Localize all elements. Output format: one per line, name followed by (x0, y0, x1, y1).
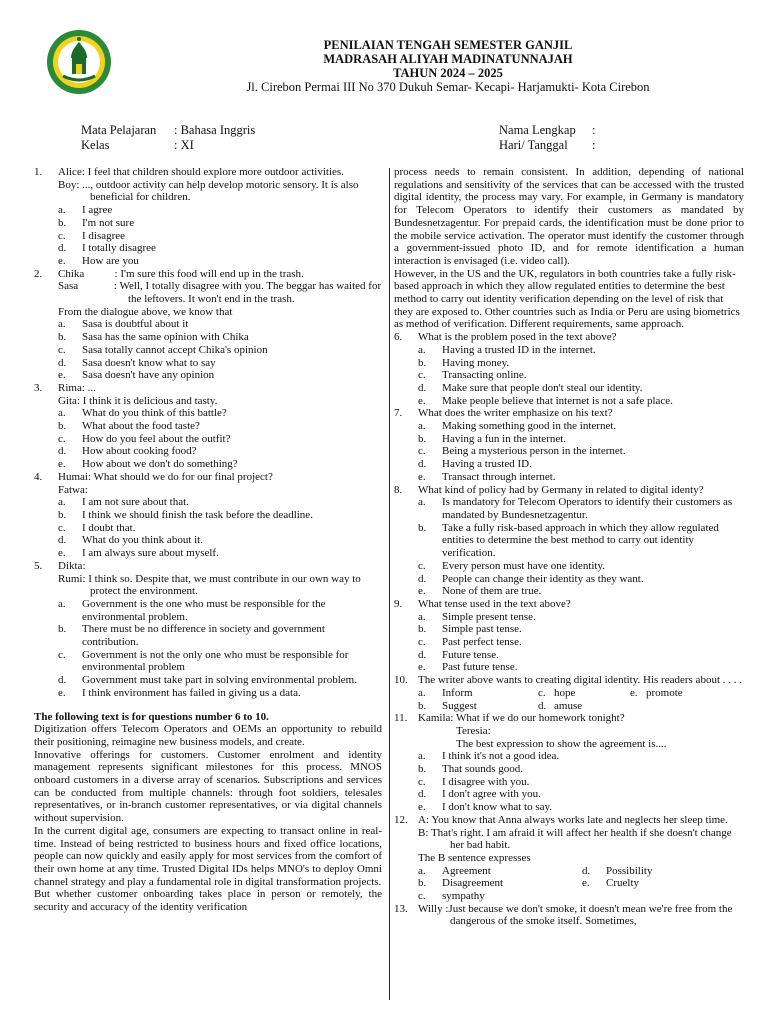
option-text: I disagree (82, 229, 126, 242)
option-text: How about cooking food? (82, 445, 197, 458)
option-letter: d. (58, 445, 67, 458)
option-letter: a. (418, 864, 426, 877)
option-text: Having a fun in the internet. (442, 432, 567, 445)
question-number: 10. (394, 674, 408, 687)
option-text: How are you (82, 254, 139, 267)
option-b[interactable] (58, 509, 382, 522)
option-text: I am not sure about that. (82, 496, 189, 509)
option-text: Simple past tense. (442, 623, 522, 636)
dialogue-line: Dikta: (58, 559, 86, 572)
option-text: Disagreement (442, 877, 504, 890)
option-text: How do you feel about the outfit? (82, 432, 231, 445)
student-meta (499, 123, 739, 153)
header-line-3: TAHUN 2024 – 2025 (393, 66, 503, 80)
option-b[interactable] (418, 357, 744, 370)
option-text: Sasa is doubtful about it (82, 318, 189, 331)
option-text: Future tense. (442, 648, 499, 661)
option-text: Make people believe that internet is not a safe place. (442, 394, 673, 407)
option-text: I agree (82, 204, 113, 217)
option-text: Sasa totally cannot accept Chika's opinion (82, 343, 268, 356)
option-text: Sasa has the same opinion with Chika (82, 331, 249, 344)
option-letter: d. (418, 572, 427, 585)
option-d[interactable] (418, 649, 744, 662)
option-text: I think it's not a good idea. (442, 750, 560, 763)
question-number: 11. (394, 712, 408, 725)
option-e[interactable] (418, 395, 744, 408)
option-c[interactable] (418, 776, 744, 789)
dialogue-line: Fatwa: (58, 483, 88, 496)
option-e[interactable] (58, 369, 382, 382)
option-letter: b. (58, 508, 67, 521)
option-letter: d. (58, 242, 67, 255)
option-c[interactable] (418, 445, 744, 458)
option-text: What do you think about it. (82, 534, 203, 547)
option-text: Government is the one who must be responsible for the environmental problem. (82, 597, 326, 623)
option-letter: a. (418, 496, 426, 509)
school-logo-icon (45, 28, 113, 96)
option-text: sympathy (442, 890, 485, 903)
option-letter: a. (418, 750, 426, 763)
question-9 (394, 598, 744, 674)
option-text: People can change their identity as they want. (442, 572, 644, 585)
header-line-2: MADRASAH ALIYAH MADINATUNNAJAH (323, 52, 573, 66)
option-a[interactable] (418, 420, 744, 433)
option-b[interactable] (418, 877, 582, 890)
option-text: I am always sure about myself. (82, 547, 219, 560)
option-a[interactable] (58, 496, 382, 509)
option-text: None of them are true. (442, 585, 542, 598)
option-b[interactable] (58, 217, 382, 230)
option-a[interactable] (58, 407, 382, 420)
dialogue-line: A: You know that Anna always works late and neglects her sleep time. (418, 813, 728, 826)
name-value[interactable]: : (592, 123, 596, 137)
option-letter: c. (418, 369, 426, 382)
option-c[interactable] (418, 636, 744, 649)
reading-text-heading: The following text is for questions number 6 to 10. (34, 710, 269, 723)
question-stem: The writer above wants to creating digital identity. His readers about . . . . (418, 674, 742, 687)
header-line-1: PENILAIAN TENGAH SEMESTER GANJIL (323, 38, 573, 52)
question-10 (394, 674, 744, 712)
option-d[interactable] (58, 674, 382, 687)
question-7 (394, 407, 744, 483)
dialogue-line: Sasa : Well, I totally disagree with you. The beggar has waited for the leftovers. It won't end in the trash. (58, 280, 384, 306)
dialogue-line: Rumi: I think so. Despite that, we must contribute in our own way to protect the environment. (58, 572, 361, 598)
question-2 (34, 268, 382, 382)
option-b[interactable] (418, 433, 744, 446)
option-letter: b. (58, 623, 67, 636)
dialogue-line: Boy: ..., outdoor activity can help develop motoric sensory. It is also beneficial for children. (58, 178, 359, 204)
option-a[interactable] (58, 598, 382, 623)
option-text: promote (646, 686, 683, 699)
option-b[interactable] (418, 623, 744, 636)
option-b[interactable] (58, 331, 382, 344)
option-d[interactable] (418, 573, 744, 586)
option-b[interactable] (418, 763, 744, 776)
option-letter: e. (418, 394, 426, 407)
option-text: Government must take part in solving environmental problem. (82, 674, 357, 687)
option-letter: e. (582, 877, 590, 890)
option-text: Being a mysterious person in the internet. (442, 445, 626, 458)
option-letter: e. (58, 458, 66, 471)
right-column (394, 166, 744, 928)
option-text: hope (554, 686, 576, 699)
option-letter: b. (418, 432, 427, 445)
option-letter: d. (418, 648, 427, 661)
question-stem: What does the writer emphasize on his text? (418, 407, 613, 420)
option-letter: e. (418, 470, 426, 483)
option-e[interactable] (418, 585, 744, 598)
left-column (34, 166, 382, 914)
option-text: Cruelty (606, 877, 639, 890)
option-letter: c. (418, 890, 426, 903)
question-13 (394, 903, 744, 928)
option-c[interactable] (418, 890, 582, 903)
question-5 (34, 560, 382, 700)
option-letter: c. (418, 445, 426, 458)
option-c[interactable] (418, 369, 744, 382)
dialogue-line: Willy :Just because we don't smoke, it doesn't mean we're free from the dangerous of the smoke itself. Sometimes, (418, 902, 733, 928)
question-12 (394, 814, 744, 903)
option-c[interactable] (538, 687, 630, 700)
option-text: I doubt that. (82, 521, 136, 534)
option-letter: c. (58, 432, 66, 445)
option-letter: d. (538, 699, 547, 712)
dialogue-line: Chika : I'm sure this food will end up in the trash. (58, 267, 304, 280)
option-text: Take a fully risk-based approach in which they allow regulated entities to determine the best method to carry out identity verification. (442, 521, 719, 560)
option-text: I don't agree with you. (442, 788, 541, 801)
option-text: Past perfect tense. (442, 636, 522, 649)
option-text: Past future tense. (442, 661, 518, 674)
subject-meta (81, 123, 381, 153)
option-d[interactable] (58, 242, 382, 255)
option-e[interactable] (58, 547, 382, 560)
option-c[interactable] (58, 344, 382, 357)
dialogue-line: B: That's right. I am afraid it will affect her health if she doesn't change her bad habit. (418, 826, 732, 852)
option-text: amuse (554, 699, 583, 712)
header-address: Jl. Cirebon Permai III No 370 Dukuh Semar- Kecapi- Harjamukti- Kota Cirebon (246, 80, 650, 94)
dialogue-line: Teresia: (456, 724, 491, 737)
option-a[interactable] (58, 204, 382, 217)
class-label: Kelas (81, 138, 110, 152)
option-letter: a. (58, 496, 66, 509)
option-text: That sounds good. (442, 763, 523, 776)
option-a[interactable] (418, 687, 538, 700)
date-label: Hari/ Tanggal (499, 138, 568, 152)
option-b[interactable] (58, 420, 382, 433)
option-letter: e. (418, 801, 426, 814)
option-b[interactable] (418, 522, 744, 560)
option-letter: c. (58, 229, 66, 242)
option-text: Government is not the only one who must be responsible for environmental problem (82, 648, 349, 674)
option-letter: c. (418, 636, 426, 649)
option-text: Make sure that people don't steal our identity. (442, 381, 643, 394)
option-letter: c. (58, 648, 66, 661)
option-a[interactable] (58, 318, 382, 331)
option-letter: b. (418, 763, 427, 776)
option-text: Having money. (442, 356, 510, 369)
option-letter: a. (58, 597, 66, 610)
option-text: Sasa doesn't know what to say (82, 356, 216, 369)
option-text: How about we don't do something? (82, 458, 238, 471)
option-letter: b. (418, 699, 427, 712)
option-letter: e. (418, 661, 426, 674)
option-e[interactable] (58, 255, 382, 268)
dialogue-line: Gita: I think it is delicious and tasty. (58, 394, 218, 407)
question-number: 9. (394, 597, 403, 610)
dialogue-line: Alice: I feel that children should explore more outdoor activities. (58, 166, 344, 178)
option-text: What about the food taste? (82, 420, 200, 433)
option-c[interactable] (58, 230, 382, 243)
question-number: 8. (394, 483, 403, 496)
option-text: Sasa doesn't have any opinion (82, 369, 215, 382)
question-3 (34, 382, 382, 471)
column-divider (389, 168, 390, 1000)
option-letter: b. (418, 877, 427, 890)
option-a[interactable] (418, 865, 582, 878)
option-letter: b. (58, 216, 67, 229)
option-d[interactable] (418, 458, 744, 471)
option-letter: a. (418, 610, 426, 623)
option-text: Possibility (606, 864, 653, 877)
question-number: 4. (34, 470, 43, 483)
option-text: I'm not sure (82, 216, 135, 229)
question-1 (34, 166, 382, 268)
option-letter: a. (418, 343, 426, 356)
option-text: Having a trusted ID. (442, 458, 532, 471)
subject-label: Mata Pelajaran (81, 123, 157, 137)
question-number: 3. (34, 381, 43, 394)
question-number: 2. (34, 267, 43, 280)
option-e[interactable] (58, 687, 382, 700)
question-number: 13. (394, 902, 408, 915)
question-stem: From the dialogue above, we know that (58, 305, 233, 318)
option-e[interactable] (418, 661, 744, 674)
question-stem: The best expression to show the agreement is.... (456, 737, 667, 750)
option-e[interactable] (582, 877, 744, 890)
question-stem: What kind of policy had by Germany in related to digital identy? (418, 483, 704, 496)
option-text: I think environment has failed in giving us a data. (82, 686, 301, 699)
date-value[interactable]: : (592, 138, 596, 152)
reading-paragraph: In the current digital age, consumers are expecting to transact online in real-time. Instead of being restricted to business hours and fixed office locations, people can now quickly and easily apply for most services from the comfort of their own home at any time. Trusted Digital IDs helps MNO's to deploy Omni channel strategy and play a fundamental role in digital transformation projects. (34, 824, 382, 888)
option-letter: b. (418, 356, 427, 369)
name-label: Nama Lengkap (499, 123, 576, 137)
option-letter: d. (418, 458, 427, 471)
option-d[interactable] (582, 865, 744, 878)
question-6 (394, 331, 744, 407)
option-letter: a. (58, 318, 66, 331)
option-text: Transact through internet. (442, 470, 556, 483)
option-letter: e. (58, 254, 66, 267)
option-letter: c. (58, 343, 66, 356)
option-text: Inform (442, 686, 473, 699)
option-e[interactable] (630, 687, 744, 700)
class-value: : XI (174, 138, 194, 152)
question-number: 6. (394, 331, 403, 344)
option-letter: b. (58, 420, 67, 433)
option-a[interactable] (418, 496, 744, 521)
option-letter: d. (58, 674, 67, 687)
option-d[interactable] (58, 445, 382, 458)
option-text: Having a trusted ID in the internet. (442, 343, 596, 356)
reading-paragraph: Digitization offers Telecom Operators and OEMs an opportunity to rebuild their positioning, reimagine new business models, and create. (34, 723, 382, 748)
option-letter: e. (58, 369, 66, 382)
option-letter: e. (418, 585, 426, 598)
question-stem: What is the problem posed in the text above? (418, 331, 617, 344)
option-letter: c. (418, 775, 426, 788)
option-a[interactable] (418, 611, 744, 624)
option-letter: d. (418, 788, 427, 801)
option-text: Simple present tense. (442, 610, 536, 623)
question-4 (34, 471, 382, 560)
option-letter: c. (418, 559, 426, 572)
question-number: 5. (34, 559, 43, 572)
question-number: 12. (394, 813, 408, 826)
option-letter: d. (418, 381, 427, 394)
question-stem: What tense used in the text above? (418, 597, 571, 610)
option-letter: e. (58, 686, 66, 699)
option-text: Every person must have one identity. (442, 559, 606, 572)
option-b[interactable] (418, 700, 538, 713)
option-text: Making something good in the internet. (442, 420, 617, 433)
option-text: Is mandatory for Telecom Operators to identify their customers as mandated by Bundesnetzagentur. (442, 496, 733, 521)
option-e[interactable] (58, 458, 382, 471)
option-d[interactable] (538, 700, 630, 713)
option-letter: d. (58, 534, 67, 547)
option-c[interactable] (418, 560, 744, 573)
option-c[interactable] (58, 649, 382, 674)
option-e[interactable] (418, 801, 744, 814)
option-letter: c. (538, 686, 546, 699)
option-b[interactable] (58, 623, 382, 648)
option-letter: d. (582, 864, 591, 877)
option-letter: a. (418, 420, 426, 433)
option-text: There must be no difference in society and government contribution. (82, 623, 325, 649)
dialogue-line: Kamila: What if we do our homework tonight? (418, 712, 625, 725)
reading-paragraph: process needs to remain consistent. In addition, depending of national regulations and sensitivity of the services that can be accessed with the trusted digital identity, the process may vary. For example, in Germany is mandatory for Telecom Operators to identify their customers as mandated by Bundesnetzagentur. For prepaid cards, the identification must be done prior to the mobile service activation. The operator must identify the customer through a government-issued photo ID, and for remote identification a human interaction is envisaged (i.e. video call). (394, 166, 744, 267)
dialogue-line: Humai: What should we do for our final project? (58, 470, 273, 483)
reading-paragraph: Innovative offerings for customers. Customer enrolment and identity management represents significant milestones for this process. MNOS onboard customers in a diverse array of scenarios. Subscriptions and services can be conducted from multiple channels: through foot soldiers, telesales representatives, or in-branch customer representatives, or via digital channels without supervision. (34, 748, 382, 825)
option-letter: b. (58, 331, 67, 344)
option-letter: c. (58, 521, 66, 534)
option-text: I think we should finish the task before the deadline. (82, 508, 313, 521)
option-letter: d. (58, 356, 67, 369)
option-letter: b. (418, 623, 427, 636)
option-d[interactable] (58, 534, 382, 547)
option-letter: b. (418, 521, 427, 534)
option-text: Suggest (442, 699, 477, 712)
option-e[interactable] (418, 471, 744, 484)
reading-paragraph: However, in the US and the UK, regulators in both countries take a fully risk-based approach in which they allow regulated entities to determine the best method to carry out identity verification depending on the level of risk that they are exposed to. Other countries such as India or Peru are using biometrics as method of verification. Different requirements, same approach. (394, 267, 740, 331)
option-c[interactable] (58, 522, 382, 535)
option-letter: a. (58, 204, 66, 217)
question-number: 1. (34, 166, 43, 178)
option-a[interactable] (418, 344, 744, 357)
option-text: I disagree with you. (442, 775, 530, 788)
dialogue-line: Rima: ... (58, 381, 96, 394)
option-d[interactable] (58, 357, 382, 370)
option-text: Agreement (442, 864, 491, 877)
option-d[interactable] (418, 382, 744, 395)
option-text: I totally disagree (82, 242, 156, 255)
option-letter: e. (58, 547, 66, 560)
option-c[interactable] (58, 433, 382, 446)
question-8 (394, 484, 744, 598)
option-d[interactable] (418, 788, 744, 801)
subject-value: : Bahasa Inggris (174, 123, 256, 137)
option-text: What do you think of this battle? (82, 407, 227, 420)
option-text: I don't know what to say. (442, 801, 553, 814)
option-letter: e. (630, 686, 638, 699)
option-letter: a. (58, 407, 66, 420)
question-stem: The B sentence expresses (418, 851, 531, 864)
question-number: 7. (394, 407, 403, 420)
option-letter: a. (418, 686, 426, 699)
reading-paragraph: But whether customer onboarding takes place in person or remotely, the security and accuracy of the identity verification (34, 888, 382, 914)
option-a[interactable] (418, 750, 744, 763)
question-11 (394, 712, 744, 814)
option-text: Transacting online. (442, 369, 527, 382)
